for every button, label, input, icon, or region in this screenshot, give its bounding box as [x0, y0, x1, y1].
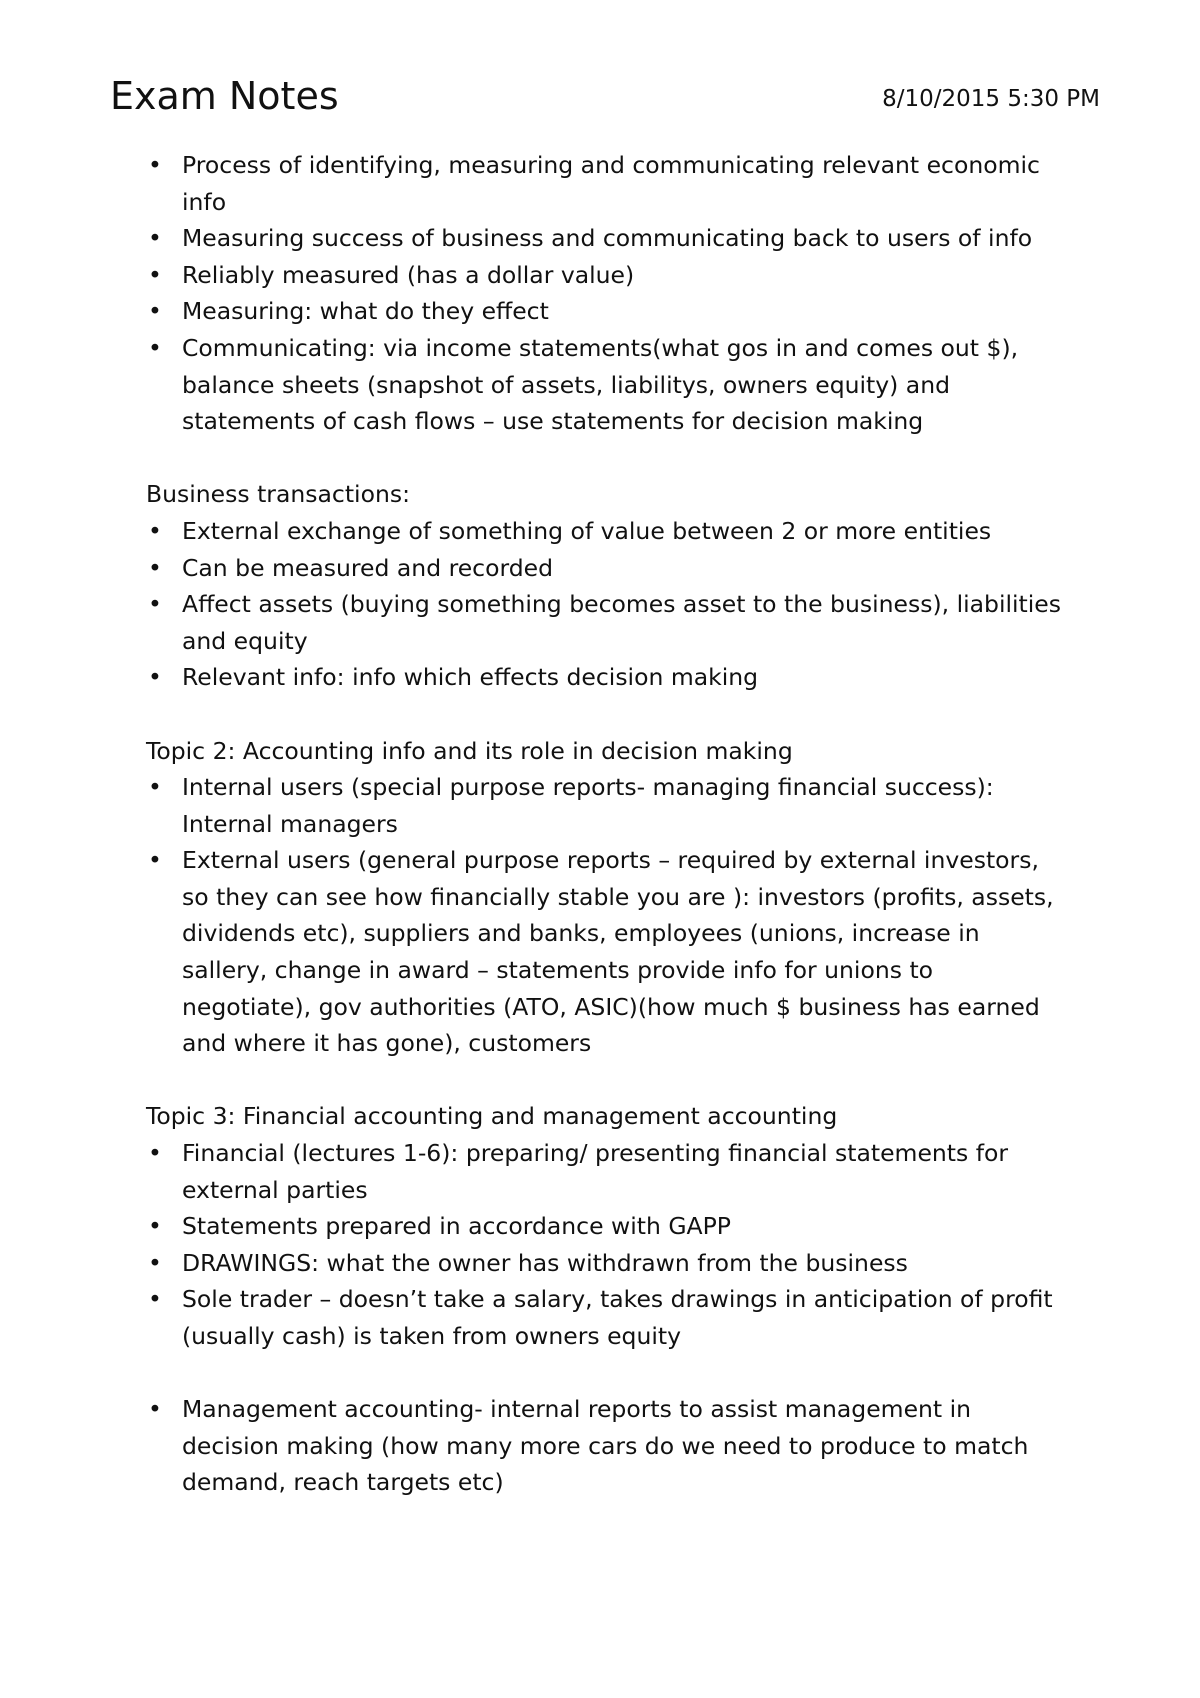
list-item-text: Internal users (special purpose reports- managing financial success): Internal managers: [182, 773, 994, 838]
bullet-icon: •: [148, 663, 162, 692]
list-item: [146, 147, 1066, 220]
list-item-text: Relevant info: info which effects decision making: [182, 663, 759, 692]
bullet-icon: •: [148, 260, 162, 289]
bullet-icon: •: [148, 1139, 162, 1168]
list-item-text: Management accounting- internal reports to assist management in decision making (how many more cars do we need to produce to match demand, reach targets etc): [182, 1395, 1029, 1497]
list-item-text: Reliably measured (has a dollar value): [182, 260, 635, 289]
notes-body: [146, 147, 1066, 1501]
list-item: [146, 513, 1066, 550]
page-title: Exam Notes: [110, 74, 339, 118]
list-item: [146, 293, 1066, 330]
spacer: [146, 1062, 1066, 1099]
list-item: [146, 257, 1066, 294]
list-item: [146, 1135, 1066, 1208]
section-heading-topic-2: Topic 2: Accounting info and its role in decision making: [146, 736, 793, 765]
bullet-icon: •: [148, 773, 162, 802]
list-item: [146, 550, 1066, 587]
list-item-text: Statements prepared in accordance with GAPP: [182, 1212, 731, 1241]
topic-2-bullet-list: [146, 769, 1066, 1062]
bullet-icon: •: [148, 516, 162, 545]
bullet-icon: •: [148, 846, 162, 875]
bullet-icon: •: [148, 1248, 162, 1277]
section-heading-business-transactions: Business transactions:: [146, 480, 411, 509]
list-item-text: Process of identifying, measuring and communicating relevant economic info: [182, 151, 1040, 216]
list-item-text: Communicating: via income statements(what gos in and comes out $), balance sheets (snapshot of assets, liabilitys, owners equity) and statements of cash flows – use statements for decision making: [182, 333, 1019, 436]
list-item-text: Affect assets (buying something becomes asset to the business), liabilities and equity: [182, 590, 1061, 655]
bullet-icon: •: [148, 1395, 162, 1424]
list-item-text: External exchange of something of value between 2 or more entities: [182, 516, 992, 545]
bullet-icon: •: [148, 151, 162, 179]
bullet-icon: •: [148, 224, 162, 253]
list-item: [146, 220, 1066, 257]
list-item: [146, 769, 1066, 842]
bullet-icon: •: [148, 1285, 162, 1314]
spacer: [146, 1355, 1066, 1392]
bullet-icon: •: [148, 333, 162, 362]
list-item-text: DRAWINGS: what the owner has withdrawn from the business: [182, 1248, 908, 1277]
list-item-text: Can be measured and recorded: [182, 553, 554, 582]
list-item-text: Measuring success of business and communicating back to users of info: [182, 224, 1033, 253]
spacer: [146, 696, 1066, 733]
list-item: [146, 1281, 1066, 1354]
page-header: [110, 68, 1100, 128]
business-transactions-bullet-list: [146, 513, 1066, 696]
section-heading-topic-3: Topic 3: Financial accounting and management accounting: [146, 1102, 838, 1131]
bullet-icon: •: [148, 553, 162, 582]
bullet-icon: •: [148, 297, 162, 326]
spacer: [146, 440, 1066, 477]
list-item-text: External users (general purpose reports – required by external investors, so they can see how financially stable you are ): investors (profits, assets, dividends etc), suppliers and banks, employees (unions, increase in sallery, change in award – statements provide info for unions to negotiate), gov authorities (ATO, ASIC)(how much $ business has earned and where it has gone), customers: [182, 846, 1054, 1058]
list-item: [146, 1245, 1066, 1282]
list-item: [146, 842, 1066, 1062]
list-item: [146, 330, 1066, 440]
list-item-text: Sole trader – doesn’t take a salary, takes drawings in anticipation of profit (usually cash) is taken from owners equity: [182, 1285, 1053, 1350]
topic-3-bullet-list: [146, 1135, 1066, 1355]
bullet-icon: •: [148, 590, 162, 619]
list-item-text: Measuring: what do they effect: [182, 297, 549, 326]
list-item: [146, 1391, 1066, 1501]
list-item-text: Financial (lectures 1-6): preparing/ presenting financial statements for external parties: [182, 1139, 1009, 1204]
list-item: [146, 1208, 1066, 1245]
intro-bullet-list: [146, 147, 1066, 440]
page-datetime: 8/10/2015 5:30 PM: [882, 86, 1100, 112]
list-item: [146, 586, 1066, 659]
management-accounting-bullet-list: [146, 1391, 1066, 1501]
list-item: [146, 659, 1066, 696]
bullet-icon: •: [148, 1212, 162, 1241]
